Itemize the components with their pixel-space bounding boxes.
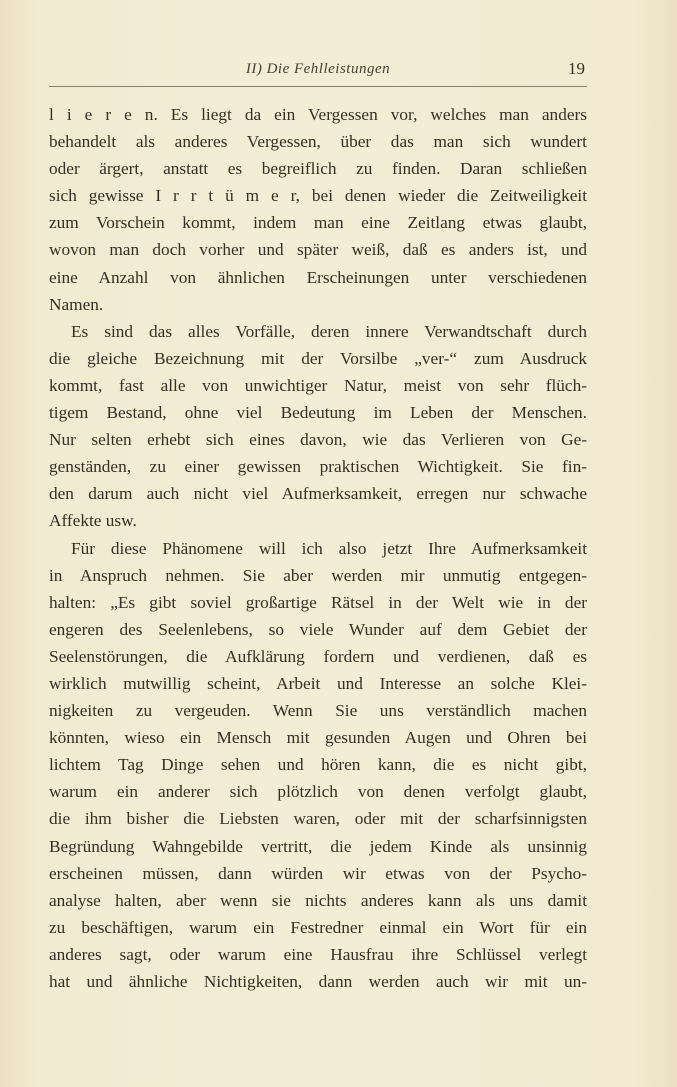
text-line: Begründung Wahngebilde vertritt, die jedem Kinde als unsinnig bbox=[49, 836, 587, 856]
text-line: Seelenstörungen, die Aufklärung fordern und verdienen, daß es bbox=[49, 646, 587, 666]
text-line: zu beschäftigen, warum ein Festredner einmal ein Wort für ein bbox=[49, 917, 587, 937]
page-number: 19 bbox=[568, 59, 585, 78]
body-text bbox=[49, 101, 587, 995]
text-line: behandelt als anderes Vergessen, über das man sich wundert bbox=[49, 132, 587, 152]
text-line: den darum auch nicht viel Aufmerksamkeit, erregen nur schwache bbox=[49, 484, 587, 504]
text-line: wovon man doch vorher und später weiß, daß es anders ist, und bbox=[49, 240, 587, 260]
text-line: die gleiche Bezeichnung mit der Vorsilbe „ver-“ zum Ausdruck bbox=[49, 348, 587, 368]
text-line: genständen, zu einer gewissen praktischen Wichtigkeit. Sie fin- bbox=[49, 457, 587, 477]
text-line: tigem Bestand, ohne viel Bedeutung im Leben der Menschen. bbox=[49, 403, 587, 423]
text-line: analyse halten, aber wenn sie nichts anderes kann als uns damit bbox=[49, 890, 587, 910]
text-line: eine Anzahl von ähnlichen Erscheinungen unter verschiedenen bbox=[49, 267, 587, 287]
text-line: oder ärgert, anstatt es begreiflich zu finden. Daran schließen bbox=[49, 159, 587, 179]
text-line: nigkeiten zu vergeuden. Wenn Sie uns verständlich machen bbox=[49, 701, 587, 721]
text-line: Namen. bbox=[49, 294, 104, 314]
text-line: l i e r e n. Es liegt da ein Vergessen vor, welches man anders bbox=[49, 105, 587, 124]
text-line: lichtem Tag Dinge sehen und hören kann, die es nicht gibt, bbox=[49, 755, 587, 775]
page-header bbox=[49, 58, 587, 87]
text-line: hat und ähnliche Nichtigkeiten, dann werden auch wir mit un- bbox=[49, 972, 587, 991]
text-line: Für diese Phänomene will ich also jetzt Ihre Aufmerksamkeit bbox=[71, 538, 587, 558]
text-line: könnten, wieso ein Mensch mit gesunden Augen und Ohren bei bbox=[49, 728, 587, 748]
text-line: kommt, fast alle von unwichtiger Natur, meist von sehr flüch- bbox=[49, 375, 587, 395]
text-line: erscheinen müssen, dann würden wir etwas von der Psycho- bbox=[49, 863, 587, 883]
text-line: sich gewisse I r r t ü m e r, bei denen wieder die Zeitweiligkeit bbox=[49, 186, 587, 206]
text-line: warum ein anderer sich plötzlich von denen verfolgt glaubt, bbox=[49, 782, 587, 802]
text-line: Affekte usw. bbox=[49, 511, 137, 531]
text-line: zum Vorschein kommt, indem man eine Zeitlang etwas glaubt, bbox=[49, 213, 587, 233]
text-line: in Anspruch nehmen. Sie aber werden mir unmutig entgegen- bbox=[49, 565, 587, 585]
text-line: halten: „Es gibt soviel großartige Rätsel in der Welt wie in der bbox=[49, 592, 587, 612]
text-line: wirklich mutwillig scheint, Arbeit und Interesse an solche Klei- bbox=[49, 673, 587, 693]
text-line: anderes sagt, oder warum eine Hausfrau ihre Schlüssel verlegt bbox=[49, 944, 587, 964]
text-line: Es sind das alles Vorfälle, deren innere Verwandtschaft durch bbox=[71, 321, 587, 341]
text-line: engeren des Seelenlebens, so viele Wunder auf dem Gebiet der bbox=[49, 619, 587, 639]
running-head: II) Die Fehlleistungen bbox=[245, 61, 391, 77]
text-line: Nur selten erhebt sich eines davon, wie das Verlieren von Ge- bbox=[49, 430, 587, 450]
text-line: die ihm bisher die Liebsten waren, oder mit der scharfsinnigsten bbox=[49, 809, 587, 829]
